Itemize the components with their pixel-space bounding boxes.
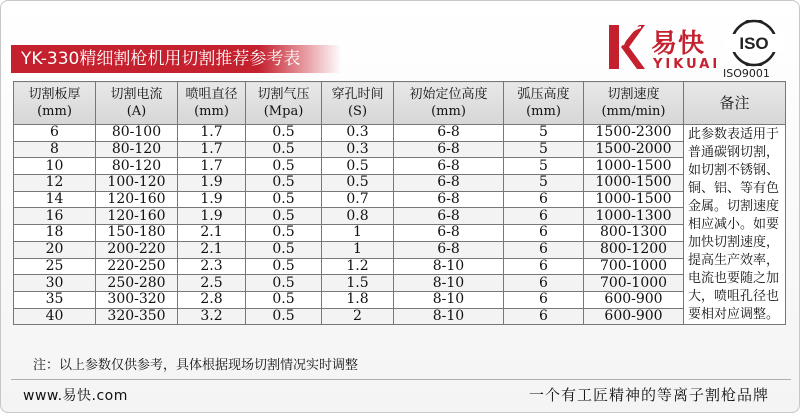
table-cell: 14	[14, 191, 96, 208]
table-cell: 0.3	[322, 125, 394, 142]
table-cell: 0.5	[246, 191, 322, 208]
table-cell: 0.7	[322, 191, 394, 208]
iso-mark-text: ISO	[739, 34, 769, 53]
table-cell: 6	[504, 275, 584, 292]
disclaimer-note: 注：以上参数仅供参考，具体根据现场切割情况实时调整	[33, 358, 359, 373]
table-cell: 1.7	[178, 141, 246, 158]
table-cell: 6-8	[394, 191, 504, 208]
column-header-label: 喷咀直径	[185, 87, 238, 102]
table-cell: 30	[14, 275, 96, 292]
table-cell: 220-250	[96, 258, 178, 275]
column-header-label: 切割板厚	[28, 87, 81, 102]
table-cell: 6-8	[394, 141, 504, 158]
column-header-unit: (A)	[126, 104, 147, 119]
column-header-label: 初始定位高度	[409, 87, 488, 102]
page-title: YK-330精细割枪机用切割推荐参考表	[11, 45, 341, 73]
table-cell: 6-8	[394, 225, 504, 242]
brand-logo	[597, 15, 797, 81]
table-cell: 6	[504, 191, 584, 208]
table-cell: 1.2	[322, 258, 394, 275]
table-cell: 1.9	[178, 208, 246, 225]
table-cell: 25	[14, 258, 96, 275]
iso-certification-icon	[725, 17, 783, 69]
table-cell: 6	[504, 308, 584, 325]
table-cell: 1500-2300	[584, 125, 684, 142]
table-cell: 2.3	[178, 258, 246, 275]
column-header-unit: (mm/min)	[601, 104, 666, 119]
table-cell: 600-900	[584, 308, 684, 325]
table-cell: 1.9	[178, 175, 246, 192]
table-cell: 0.5	[246, 158, 322, 175]
table-cell: 0.5	[246, 275, 322, 292]
table-cell: 6	[504, 241, 584, 258]
table-cell: 320-350	[96, 308, 178, 325]
table-row	[14, 158, 786, 175]
table-cell: 1	[322, 241, 394, 258]
column-header	[246, 82, 322, 125]
column-header-label: 弧压高度	[517, 87, 570, 102]
table-cell: 8-10	[394, 291, 504, 308]
website-link[interactable]: www.易快.com	[23, 388, 128, 404]
table-cell: 1500-2000	[584, 141, 684, 158]
table-cell: 1.8	[322, 291, 394, 308]
column-header-label: 切割速度	[607, 87, 660, 102]
table-cell: 20	[14, 241, 96, 258]
table-cell: 1.7	[178, 125, 246, 142]
brand-slogan: 一个有工匠精神的等离子割枪品牌	[528, 386, 769, 404]
table-cell: 5	[504, 125, 584, 142]
table-cell: 35	[14, 291, 96, 308]
footer-divider	[11, 379, 791, 380]
remark-cell: 此参数表适用于普通碳钢切割，如切割不锈钢、铜、铝、等有色金属。切割速度相应减小。如要加快切割速度，提高生产效率，电流也要随之加大，喷咀孔径也要相对应调整。	[684, 125, 786, 325]
table-cell: 8-10	[394, 275, 504, 292]
table-cell: 800-1300	[584, 225, 684, 242]
table-cell: 0.5	[246, 258, 322, 275]
table-cell: 120-160	[96, 191, 178, 208]
brand-name-cn: 易快	[651, 29, 706, 59]
table-cell: 0.5	[322, 175, 394, 192]
table-cell: 6	[14, 125, 96, 142]
column-header-unit: (mm)	[37, 104, 72, 119]
table-cell: 0.5	[246, 125, 322, 142]
table-cell: 0.8	[322, 208, 394, 225]
table-cell: 6	[504, 225, 584, 242]
table-cell: 200-220	[96, 241, 178, 258]
column-header	[684, 82, 786, 125]
table-cell: 80-100	[96, 125, 178, 142]
table-cell: 1000-1500	[584, 158, 684, 175]
column-header-unit: (mm)	[431, 104, 466, 119]
table-cell: 700-1000	[584, 275, 684, 292]
table-cell: 80-120	[96, 158, 178, 175]
table-cell: 100-120	[96, 175, 178, 192]
column-header	[322, 82, 394, 125]
table-cell: 1000-1500	[584, 191, 684, 208]
table-row	[14, 241, 786, 258]
table-cell: 2.8	[178, 291, 246, 308]
table-cell: 1	[322, 225, 394, 242]
table-cell: 5	[504, 141, 584, 158]
table-cell: 12	[14, 175, 96, 192]
yk-logo-icon	[605, 21, 645, 73]
table-cell: 1.5	[322, 275, 394, 292]
table-row	[14, 141, 786, 158]
column-header-label: 穿孔时间	[331, 87, 384, 102]
table-cell: 3.2	[178, 308, 246, 325]
column-header-unit: (mm)	[526, 104, 561, 119]
table-cell: 250-280	[96, 275, 178, 292]
table-row	[14, 275, 786, 292]
table-cell: 80-120	[96, 141, 178, 158]
table-cell: 8-10	[394, 258, 504, 275]
table-cell: 2.5	[178, 275, 246, 292]
table-row	[14, 208, 786, 225]
table-cell: 300-320	[96, 291, 178, 308]
table-cell: 1.9	[178, 191, 246, 208]
table-cell: 6-8	[394, 158, 504, 175]
column-header-unit: (mm)	[194, 104, 229, 119]
table-cell: 5	[504, 175, 584, 192]
table-cell: 0.5	[246, 208, 322, 225]
table-cell: 0.5	[246, 225, 322, 242]
table-cell: 150-180	[96, 225, 178, 242]
table-row	[14, 258, 786, 275]
table-cell: 1000-1500	[584, 175, 684, 192]
column-header-label: 备注	[719, 93, 750, 112]
table-cell: 6-8	[394, 208, 504, 225]
column-header-unit: (S)	[347, 104, 368, 119]
table-row	[14, 308, 786, 325]
table-row	[14, 191, 786, 208]
table-cell: 40	[14, 308, 96, 325]
table-cell: 1000-1300	[584, 208, 684, 225]
brand-name-en: YIKUAI	[653, 57, 721, 72]
table-row	[14, 175, 786, 192]
table-cell: 2.1	[178, 241, 246, 258]
table-cell: 6	[504, 258, 584, 275]
parameter-table	[13, 81, 786, 325]
column-header-label: 切割气压	[257, 87, 310, 102]
table-cell: 2.1	[178, 225, 246, 242]
table-cell: 700-1000	[584, 258, 684, 275]
column-header	[394, 82, 504, 125]
table-cell: 16	[14, 208, 96, 225]
table-cell: 600-900	[584, 291, 684, 308]
table-cell: 6-8	[394, 125, 504, 142]
table-row	[14, 125, 786, 142]
column-header	[584, 82, 684, 125]
column-header	[178, 82, 246, 125]
table-cell: 6-8	[394, 241, 504, 258]
table-cell: 8	[14, 141, 96, 158]
table-header-row	[14, 82, 786, 125]
table-cell: 0.3	[322, 141, 394, 158]
column-header	[14, 82, 96, 125]
table-cell: 0.5	[322, 158, 394, 175]
table-cell: 10	[14, 158, 96, 175]
table-cell: 6-8	[394, 175, 504, 192]
table-cell: 0.5	[246, 291, 322, 308]
iso-code: ISO9001	[723, 67, 770, 80]
table-cell: 2	[322, 308, 394, 325]
table-row	[14, 225, 786, 242]
table-cell: 0.5	[246, 175, 322, 192]
table-cell: 5	[504, 158, 584, 175]
table-cell: 120-160	[96, 208, 178, 225]
table-cell: 0.5	[246, 241, 322, 258]
table-cell: 1.7	[178, 158, 246, 175]
column-header-label: 切割电流	[110, 87, 163, 102]
table-row	[14, 291, 786, 308]
table-cell: 0.5	[246, 308, 322, 325]
column-header	[504, 82, 584, 125]
table-cell: 8-10	[394, 308, 504, 325]
table-cell: 800-1200	[584, 241, 684, 258]
table-cell: 6	[504, 208, 584, 225]
table-cell: 0.5	[246, 141, 322, 158]
table-cell: 6	[504, 291, 584, 308]
table-cell: 18	[14, 225, 96, 242]
column-header-unit: (Mpa)	[263, 104, 304, 119]
column-header	[96, 82, 178, 125]
